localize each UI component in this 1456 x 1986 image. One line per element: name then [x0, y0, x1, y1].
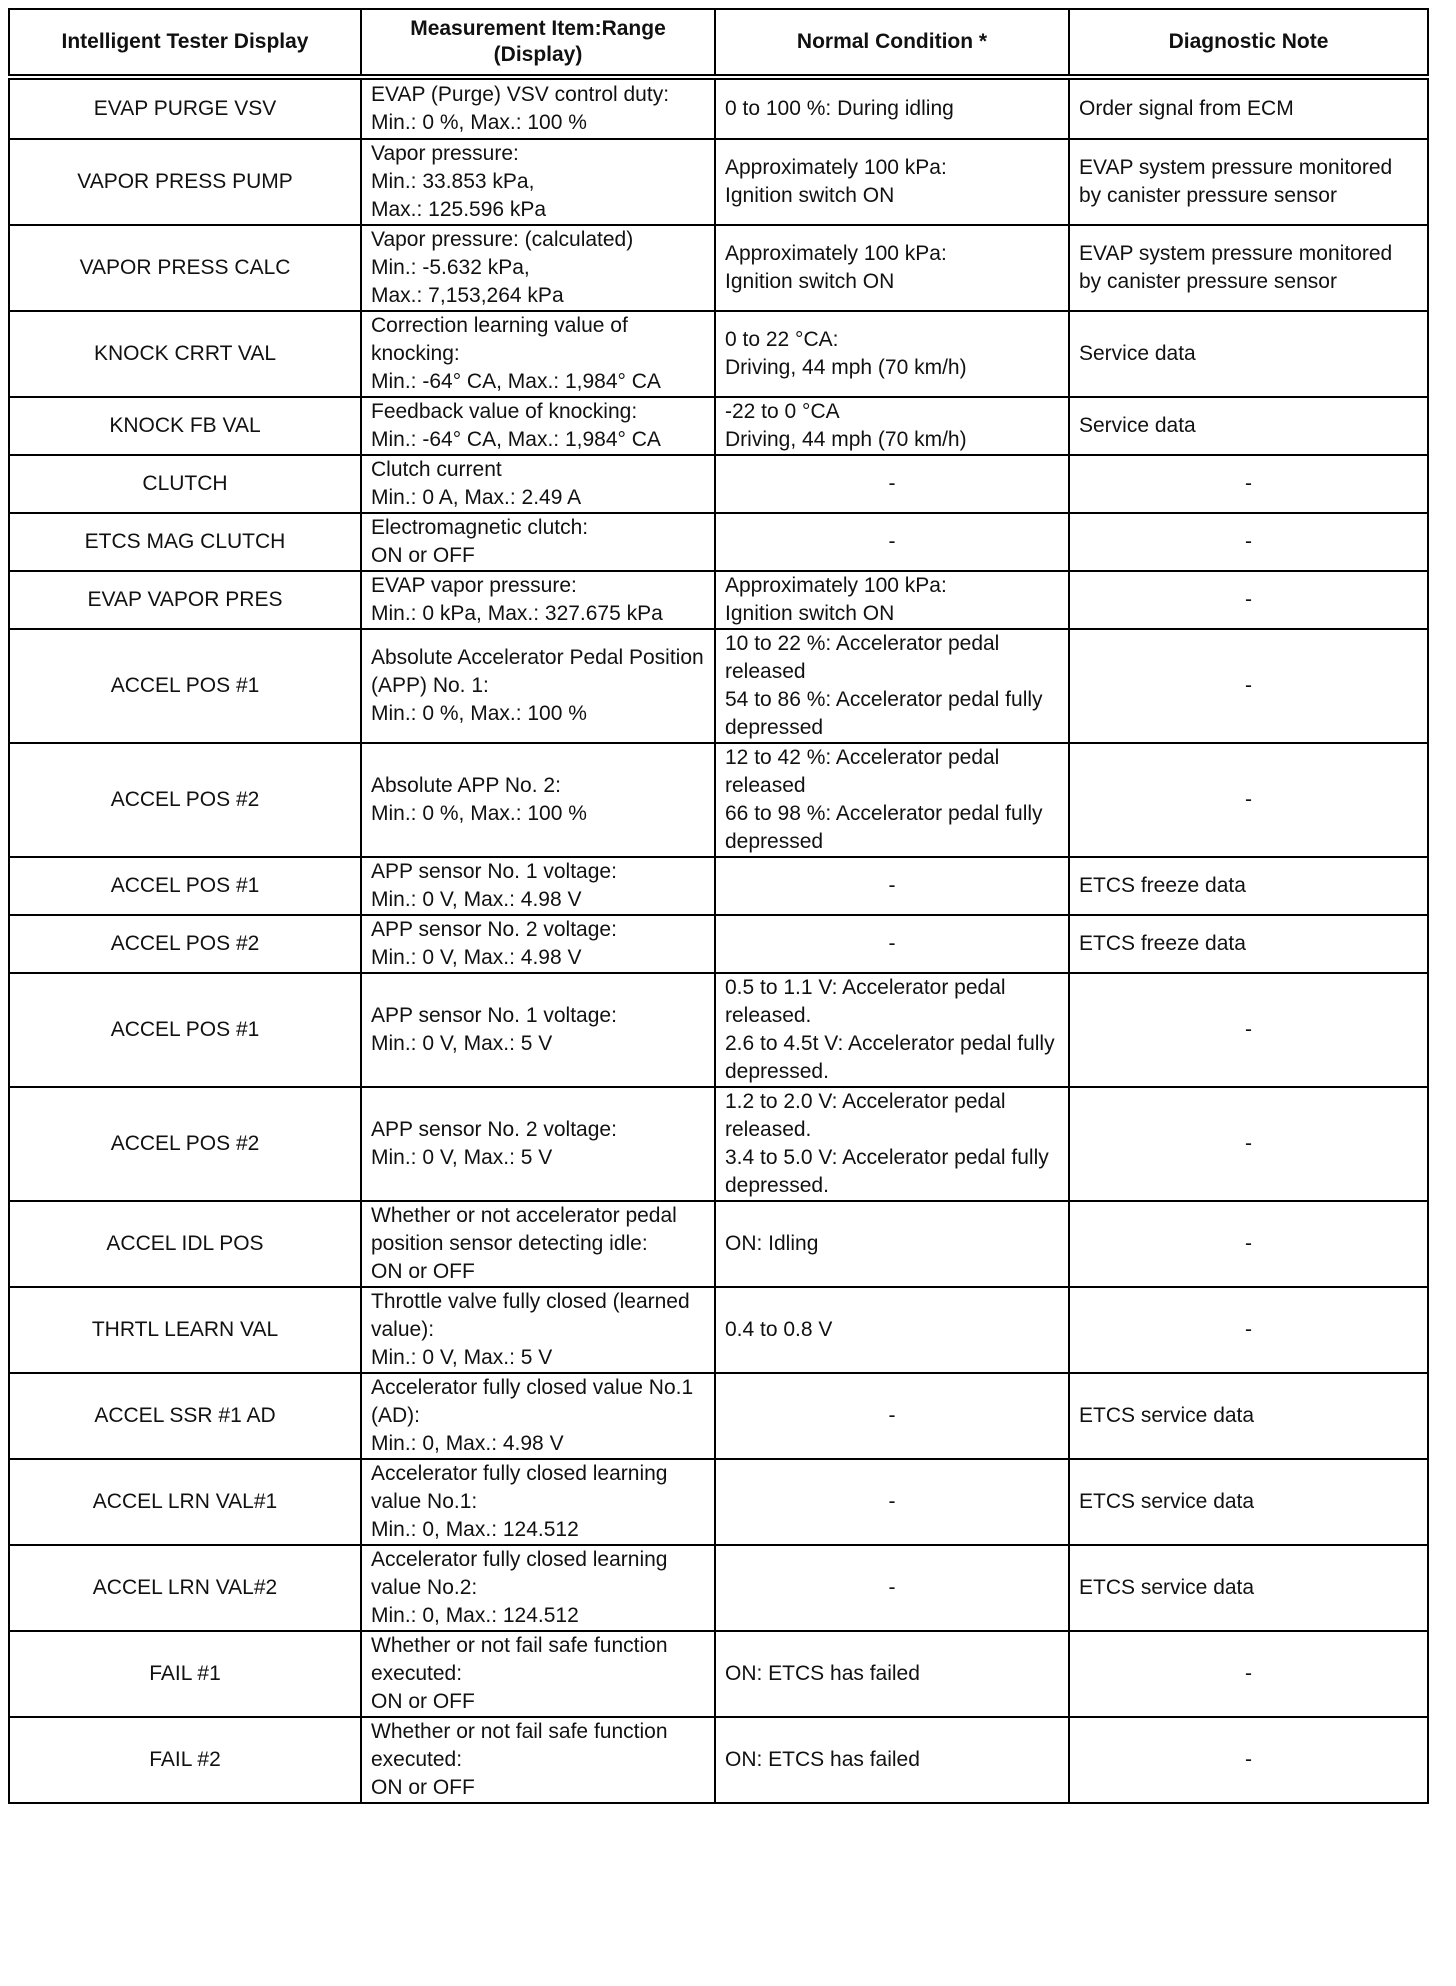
- cell-tester-display: EVAP PURGE VSV: [9, 77, 361, 139]
- table-row: [9, 311, 1428, 397]
- cell-normal-condition: -: [715, 455, 1069, 513]
- cell-diagnostic-note: Order signal from ECM: [1069, 77, 1428, 139]
- header-measurement-range: Measurement Item:Range (Display): [361, 9, 715, 77]
- data-list-sheet: [8, 8, 1427, 1804]
- cell-measurement-range: Electromagnetic clutch: ON or OFF: [361, 513, 715, 571]
- cell-normal-condition: 0.5 to 1.1 V: Accelerator pedal released. 2.6 to 4.5t V: Accelerator pedal fully depressed.: [715, 973, 1069, 1087]
- table-row: [9, 1545, 1428, 1631]
- cell-measurement-range: APP sensor No. 2 voltage: Min.: 0 V, Max.: 5 V: [361, 1087, 715, 1201]
- table-row: [9, 1087, 1428, 1201]
- cell-diagnostic-note: EVAP system pressure monitored by canister pressure sensor: [1069, 225, 1428, 311]
- cell-diagnostic-note: ETCS freeze data: [1069, 857, 1428, 915]
- cell-diagnostic-note: Service data: [1069, 397, 1428, 455]
- table-row: [9, 743, 1428, 857]
- cell-normal-condition: 0 to 100 %: During idling: [715, 77, 1069, 139]
- cell-tester-display: ACCEL POS #1: [9, 629, 361, 743]
- table-row: [9, 857, 1428, 915]
- table-row: [9, 1717, 1428, 1803]
- table-row: [9, 1287, 1428, 1373]
- cell-normal-condition: Approximately 100 kPa: Ignition switch ON: [715, 571, 1069, 629]
- cell-diagnostic-note: ETCS service data: [1069, 1459, 1428, 1545]
- cell-tester-display: EVAP VAPOR PRES: [9, 571, 361, 629]
- cell-measurement-range: Vapor pressure: Min.: 33.853 kPa, Max.: 125.596 kPa: [361, 139, 715, 225]
- cell-diagnostic-note: -: [1069, 743, 1428, 857]
- cell-measurement-range: Vapor pressure: (calculated) Min.: -5.632 kPa, Max.: 7,153,264 kPa: [361, 225, 715, 311]
- header-tester-display: Intelligent Tester Display: [9, 9, 361, 77]
- cell-measurement-range: Clutch current Min.: 0 A, Max.: 2.49 A: [361, 455, 715, 513]
- cell-tester-display: ETCS MAG CLUTCH: [9, 513, 361, 571]
- header-normal-condition: Normal Condition *: [715, 9, 1069, 77]
- cell-tester-display: ACCEL POS #2: [9, 915, 361, 973]
- header-row: [9, 9, 1428, 77]
- cell-tester-display: ACCEL SSR #1 AD: [9, 1373, 361, 1459]
- cell-normal-condition: 10 to 22 %: Accelerator pedal released 54 to 86 %: Accelerator pedal fully depressed: [715, 629, 1069, 743]
- cell-diagnostic-note: -: [1069, 1717, 1428, 1803]
- cell-diagnostic-note: -: [1069, 1631, 1428, 1717]
- cell-diagnostic-note: -: [1069, 629, 1428, 743]
- table-row: [9, 1373, 1428, 1459]
- cell-measurement-range: Accelerator fully closed learning value No.1: Min.: 0, Max.: 124.512: [361, 1459, 715, 1545]
- cell-normal-condition: 12 to 42 %: Accelerator pedal released 66 to 98 %: Accelerator pedal fully depressed: [715, 743, 1069, 857]
- table-row: [9, 455, 1428, 513]
- cell-tester-display: ACCEL POS #2: [9, 743, 361, 857]
- cell-measurement-range: APP sensor No. 1 voltage: Min.: 0 V, Max.: 5 V: [361, 973, 715, 1087]
- cell-diagnostic-note: -: [1069, 513, 1428, 571]
- cell-normal-condition: ON: Idling: [715, 1201, 1069, 1287]
- table-row: [9, 139, 1428, 225]
- cell-measurement-range: Absolute APP No. 2: Min.: 0 %, Max.: 100 %: [361, 743, 715, 857]
- table-row: [9, 973, 1428, 1087]
- cell-diagnostic-note: ETCS freeze data: [1069, 915, 1428, 973]
- cell-tester-display: ACCEL LRN VAL#1: [9, 1459, 361, 1545]
- cell-diagnostic-note: Service data: [1069, 311, 1428, 397]
- cell-measurement-range: Accelerator fully closed learning value No.2: Min.: 0, Max.: 124.512: [361, 1545, 715, 1631]
- table-row: [9, 1201, 1428, 1287]
- cell-tester-display: ACCEL POS #2: [9, 1087, 361, 1201]
- table-row: [9, 225, 1428, 311]
- table-row: [9, 397, 1428, 455]
- table-row: [9, 77, 1428, 139]
- cell-normal-condition: 0.4 to 0.8 V: [715, 1287, 1069, 1373]
- cell-normal-condition: -: [715, 1545, 1069, 1631]
- cell-measurement-range: Whether or not accelerator pedal position sensor detecting idle: ON or OFF: [361, 1201, 715, 1287]
- cell-measurement-range: Whether or not fail safe function executed: ON or OFF: [361, 1717, 715, 1803]
- data-list-table: [8, 8, 1429, 1804]
- cell-normal-condition: -22 to 0 °CA Driving, 44 mph (70 km/h): [715, 397, 1069, 455]
- cell-normal-condition: -: [715, 915, 1069, 973]
- table-row: [9, 571, 1428, 629]
- cell-measurement-range: EVAP vapor pressure: Min.: 0 kPa, Max.: 327.675 kPa: [361, 571, 715, 629]
- cell-tester-display: ACCEL IDL POS: [9, 1201, 361, 1287]
- cell-tester-display: VAPOR PRESS CALC: [9, 225, 361, 311]
- cell-measurement-range: EVAP (Purge) VSV control duty: Min.: 0 %, Max.: 100 %: [361, 77, 715, 139]
- table-row: [9, 915, 1428, 973]
- cell-measurement-range: Accelerator fully closed value No.1 (AD): Min.: 0, Max.: 4.98 V: [361, 1373, 715, 1459]
- cell-diagnostic-note: -: [1069, 455, 1428, 513]
- cell-measurement-range: Absolute Accelerator Pedal Position (APP) No. 1: Min.: 0 %, Max.: 100 %: [361, 629, 715, 743]
- cell-measurement-range: Correction learning value of knocking: Min.: -64° CA, Max.: 1,984° CA: [361, 311, 715, 397]
- table-row: [9, 629, 1428, 743]
- cell-tester-display: ACCEL POS #1: [9, 973, 361, 1087]
- cell-diagnostic-note: -: [1069, 1087, 1428, 1201]
- table-body: [9, 77, 1428, 1803]
- cell-measurement-range: Throttle valve fully closed (learned value): Min.: 0 V, Max.: 5 V: [361, 1287, 715, 1373]
- cell-measurement-range: Feedback value of knocking: Min.: -64° CA, Max.: 1,984° CA: [361, 397, 715, 455]
- cell-diagnostic-note: -: [1069, 973, 1428, 1087]
- cell-normal-condition: ON: ETCS has failed: [715, 1631, 1069, 1717]
- cell-tester-display: VAPOR PRESS PUMP: [9, 139, 361, 225]
- cell-measurement-range: APP sensor No. 2 voltage: Min.: 0 V, Max.: 4.98 V: [361, 915, 715, 973]
- table-row: [9, 1459, 1428, 1545]
- cell-diagnostic-note: EVAP system pressure monitored by canister pressure sensor: [1069, 139, 1428, 225]
- cell-normal-condition: 1.2 to 2.0 V: Accelerator pedal released. 3.4 to 5.0 V: Accelerator pedal fully depressed.: [715, 1087, 1069, 1201]
- cell-tester-display: FAIL #2: [9, 1717, 361, 1803]
- cell-diagnostic-note: -: [1069, 571, 1428, 629]
- cell-tester-display: FAIL #1: [9, 1631, 361, 1717]
- cell-normal-condition: -: [715, 1459, 1069, 1545]
- cell-measurement-range: Whether or not fail safe function executed: ON or OFF: [361, 1631, 715, 1717]
- cell-diagnostic-note: -: [1069, 1201, 1428, 1287]
- cell-normal-condition: -: [715, 1373, 1069, 1459]
- cell-diagnostic-note: ETCS service data: [1069, 1373, 1428, 1459]
- cell-normal-condition: -: [715, 513, 1069, 571]
- cell-tester-display: THRTL LEARN VAL: [9, 1287, 361, 1373]
- cell-tester-display: KNOCK CRRT VAL: [9, 311, 361, 397]
- cell-tester-display: ACCEL POS #1: [9, 857, 361, 915]
- cell-tester-display: KNOCK FB VAL: [9, 397, 361, 455]
- cell-normal-condition: -: [715, 857, 1069, 915]
- cell-normal-condition: Approximately 100 kPa: Ignition switch ON: [715, 139, 1069, 225]
- table-row: [9, 1631, 1428, 1717]
- cell-normal-condition: ON: ETCS has failed: [715, 1717, 1069, 1803]
- cell-diagnostic-note: -: [1069, 1287, 1428, 1373]
- cell-normal-condition: 0 to 22 °CA: Driving, 44 mph (70 km/h): [715, 311, 1069, 397]
- header-diagnostic-note: Diagnostic Note: [1069, 9, 1428, 77]
- cell-tester-display: ACCEL LRN VAL#2: [9, 1545, 361, 1631]
- cell-normal-condition: Approximately 100 kPa: Ignition switch ON: [715, 225, 1069, 311]
- table-row: [9, 513, 1428, 571]
- cell-diagnostic-note: ETCS service data: [1069, 1545, 1428, 1631]
- cell-measurement-range: APP sensor No. 1 voltage: Min.: 0 V, Max.: 4.98 V: [361, 857, 715, 915]
- cell-tester-display: CLUTCH: [9, 455, 361, 513]
